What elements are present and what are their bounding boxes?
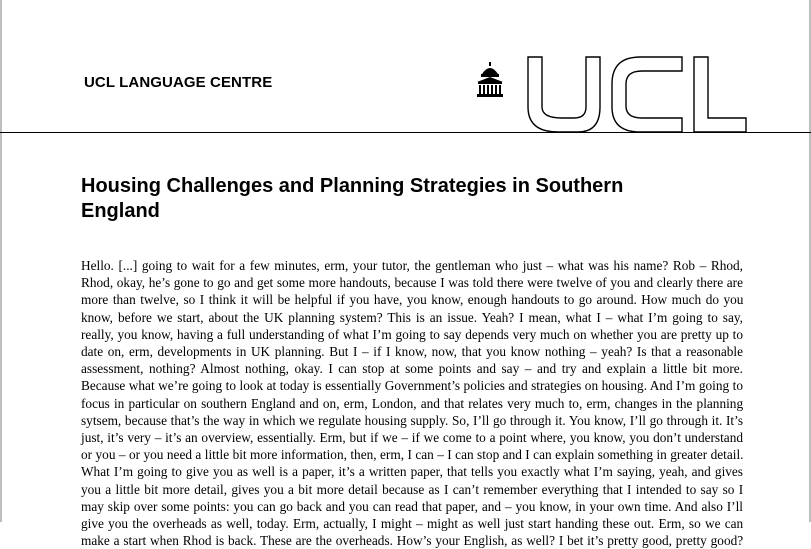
ucl-logo <box>470 52 760 142</box>
document-title <box>81 174 721 224</box>
body-line: give you the overheads as well, today. Erm, actually, I might – might as well just start handing these out. Erm, so we can <box>81 516 744 532</box>
body-line: focus in particular on southern England and on, erm, London, and that relates very much to, erm, changes in the planning <box>81 395 744 411</box>
body-line: Hello. [...] going to wait for a few minutes, erm, your tutor, the gentleman who just – what was his name? Rob – Rhod, <box>81 258 743 273</box>
body-line: really, you know, having a full understanding of what I’m going to say depends very much on whether you are pretty up to <box>81 326 743 342</box>
body-line: may skip over some points: you can go back and you can read that paper, and – you know, in your own time. And also I’ll <box>81 498 743 514</box>
body-line: assessment, nothing? Almost nothing, okay. I can stop at some points and say – and try and explain a little bit more. <box>81 361 743 377</box>
body-line: Rhod, okay, he’s gone to go and get some more handouts, because I was told there were twelve of you and clearly there are <box>81 275 743 291</box>
transcript-body <box>81 257 743 549</box>
ucl-letters <box>528 57 746 132</box>
body-line: know, before we start, about the UK planning system? This is an issue. Yeah? I mean, what I – what I’m going to say, <box>81 309 743 325</box>
body-line: make a start when Rhod is back. These are the overheads. How’s your English, as well? I bet it’s pretty good, pretty good? <box>81 533 744 549</box>
ucl-logo-graphic <box>470 52 760 142</box>
document-title-line-2: England <box>81 200 160 222</box>
body-line: or you – or you need a little bit more information, then, erm, I can – I can stop and I can explain something in greater detail. <box>81 447 744 463</box>
body-line: more than twelve, so I think it will be helpful if you have, you know, enough handouts to go around. How much do you <box>81 292 744 308</box>
body-line: just, it’s very – it’s an overview, essentially. Erm, but if we – if we come to a point where, you know, you don’t understand <box>81 430 743 446</box>
body-line: Because what we’re going to look at today is essentially Government’s policies and strategies on housing. And I’m going to <box>81 378 743 394</box>
header-title: UCL LANGUAGE CENTRE <box>84 74 273 91</box>
document-title-line-1: Housing Challenges and Planning Strategies in Southern <box>81 175 624 197</box>
body-line: you a little bit more detail, gives you a bit more detail because as I can’t remember everything that I intended to say so I <box>81 481 744 497</box>
header-rule <box>0 132 811 133</box>
page-left-edge <box>0 0 2 522</box>
body-line: date on, erm, developments in UK planning. But I – if I know, now, that you know nothing – yeah? Is that a reasonable <box>81 344 743 360</box>
portico-icon <box>477 62 503 97</box>
body-line: What I’m going to give you as well is a paper, it’s a written paper, that tells you exactly what I’m saying, yeah, and gives <box>81 464 743 480</box>
body-line: sytsem, because that’s the way in which we regulate housing supply. So, I’ll go through it. You know, I’ll go through it. It’s <box>81 412 743 428</box>
